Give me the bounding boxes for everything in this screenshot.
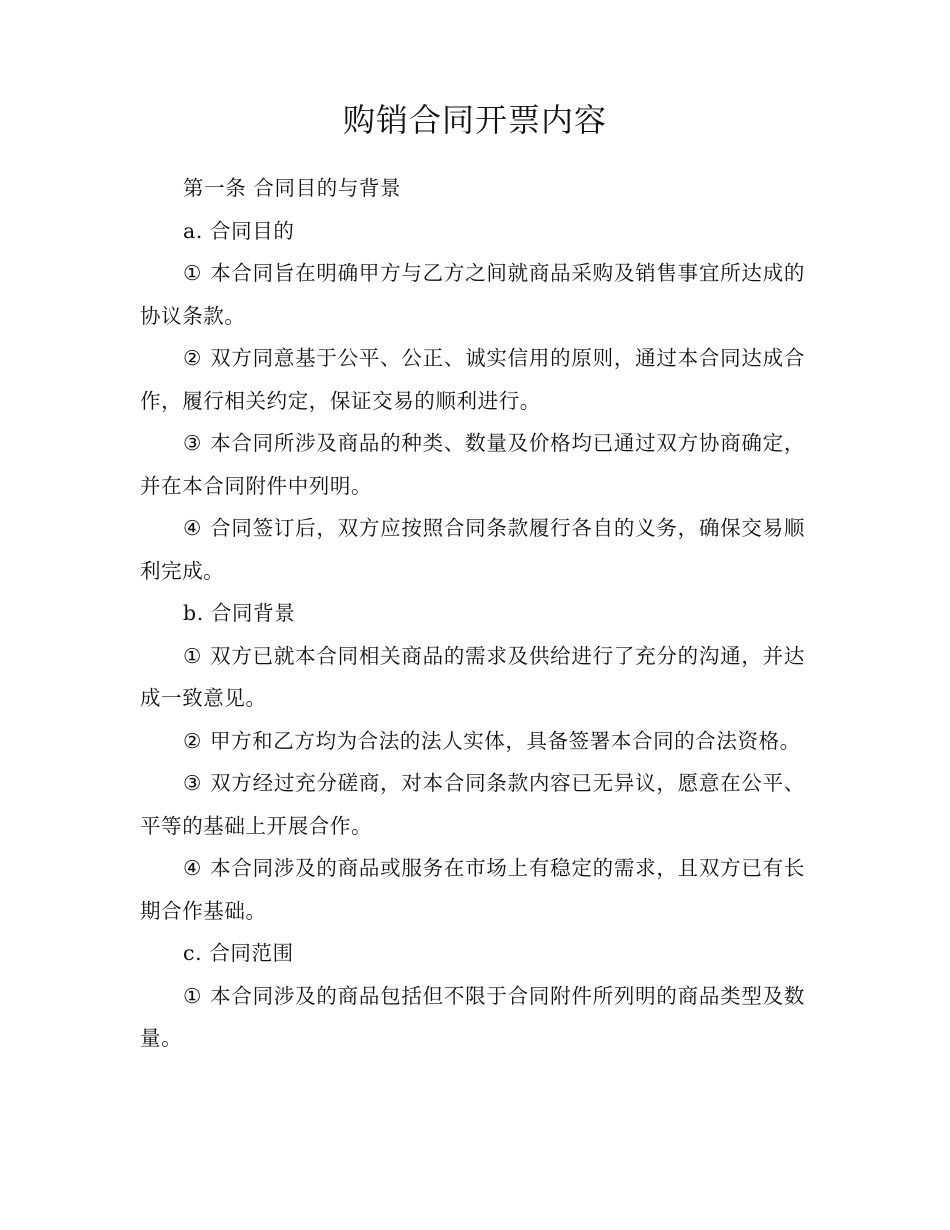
section-heading [140, 210, 805, 253]
paragraph-text: 本合同旨在明确甲方与乙方之间就商品采购及销售事宜所达成的协议条款。 [140, 261, 805, 328]
paragraph-text: 本合同涉及的商品或服务在市场上有稳定的需求，且双方已有长期合作基础。 [140, 856, 805, 923]
paragraph-text: 第一条 合同目的与背景 [183, 176, 402, 200]
item-number: ③ [183, 431, 203, 455]
list-item [140, 635, 805, 720]
list-item [140, 975, 805, 1060]
item-number: ④ [183, 856, 203, 880]
paragraph-text: 甲方和乙方均为合法的法人实体，具备签署本合同的合法资格。 [209, 728, 801, 753]
list-item [140, 507, 805, 592]
paragraph-text: 双方已就本合同相关商品的需求及供给进行了充分的沟通，并达成一致意见。 [140, 643, 805, 710]
article-heading [140, 167, 805, 210]
paragraph-text: 本合同涉及的商品包括但不限于合同附件所列明的商品类型及数量。 [140, 983, 805, 1050]
paragraph-text: 双方经过充分磋商，对本合同条款内容已无异议，愿意在公平、平等的基础上开展合作。 [140, 771, 805, 838]
list-item [140, 847, 805, 932]
item-number: ④ [183, 516, 203, 540]
document-body [140, 167, 805, 1060]
item-number: ① [183, 261, 203, 285]
paragraph-text: 双方同意基于公平、公正、诚实信用的原则，通过本合同达成合作，履行相关约定，保证交易的顺利进行。 [140, 346, 805, 413]
item-number: ① [183, 643, 203, 668]
item-number: ② [183, 346, 203, 370]
paragraph-text: 合同签订后，双方应按照合同条款履行各自的义务，确保交易顺利完成。 [140, 516, 805, 583]
paragraph-text: a. 合同目的 [183, 218, 295, 243]
list-item [140, 337, 805, 422]
item-number: ③ [183, 771, 203, 795]
item-number: ② [183, 728, 202, 753]
item-number: ① [183, 983, 203, 1008]
list-item [140, 422, 805, 507]
paragraph-text: b. 合同背景 [183, 601, 296, 625]
document-title: 购销合同开票内容 [342, 101, 607, 139]
list-item [140, 762, 805, 847]
list-item [140, 720, 805, 763]
paragraph-text: c. 合同范围 [183, 941, 294, 965]
list-item [140, 252, 805, 337]
section-heading [140, 932, 805, 975]
paragraph-text: 本合同所涉及商品的种类、数量及价格均已通过双方协商确定，并在本合同附件中列明。 [140, 431, 805, 498]
section-heading [140, 592, 805, 635]
